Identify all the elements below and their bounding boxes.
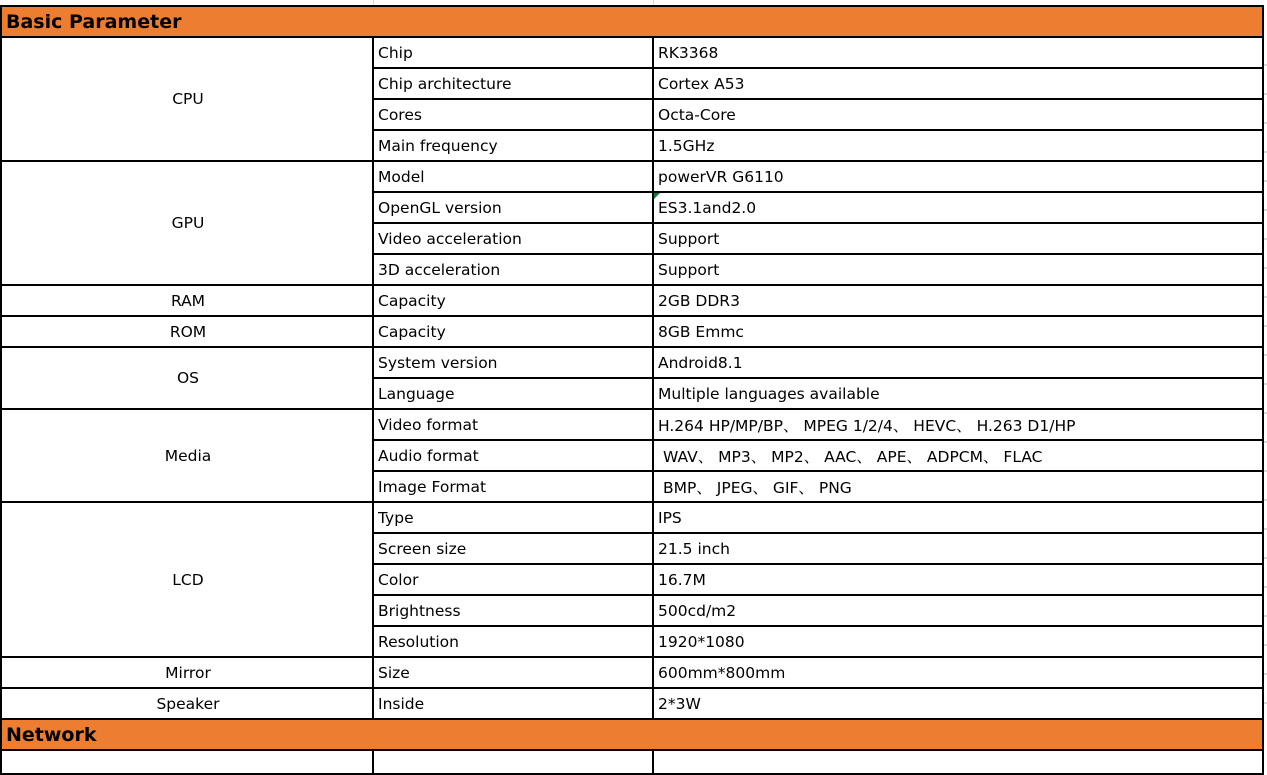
property-cell: Chip	[373, 37, 653, 68]
value-cell: IPS	[653, 502, 1263, 533]
cell-error-indicator-icon	[654, 193, 660, 199]
value-cell: WAV、 MP3、 MP2、 AAC、 APE、 ADPCM、 FLAC	[653, 440, 1263, 471]
value-cell: Octa-Core	[653, 99, 1263, 130]
category-cell-media: Media	[1, 409, 373, 502]
empty-cell	[373, 750, 653, 774]
property-cell: Audio format	[373, 440, 653, 471]
property-cell: Screen size	[373, 533, 653, 564]
property-cell: Brightness	[373, 595, 653, 626]
property-cell: Inside	[373, 688, 653, 719]
value-cell: 16.7M	[653, 564, 1263, 595]
value-cell: RK3368	[653, 37, 1263, 68]
value-cell: BMP、 JPEG、 GIF、 PNG	[653, 471, 1263, 502]
value-cell: 500cd/m2	[653, 595, 1263, 626]
property-cell: Video format	[373, 409, 653, 440]
property-cell: Video acceleration	[373, 223, 653, 254]
property-cell: Chip architecture	[373, 68, 653, 99]
table-row	[1, 316, 1263, 347]
category-cell-os: OS	[1, 347, 373, 409]
property-cell: Capacity	[373, 316, 653, 347]
empty-cell	[653, 750, 1263, 774]
empty-cell	[1, 750, 373, 774]
spec-table	[0, 5, 1264, 775]
property-cell: Cores	[373, 99, 653, 130]
table-row	[1, 409, 1263, 440]
property-cell: Image Format	[373, 471, 653, 502]
table-row	[1, 502, 1263, 533]
property-cell: Color	[373, 564, 653, 595]
category-cell-speaker: Speaker	[1, 688, 373, 719]
category-cell-ram: RAM	[1, 285, 373, 316]
value-cell: 600mm*800mm	[653, 657, 1263, 688]
property-cell: System version	[373, 347, 653, 378]
value-text: ES3.1and2.0	[658, 198, 757, 217]
property-cell: Model	[373, 161, 653, 192]
category-cell-mirror: Mirror	[1, 657, 373, 688]
value-cell: powerVR G6110	[653, 161, 1263, 192]
category-cell-cpu: CPU	[1, 37, 373, 161]
property-cell: Resolution	[373, 626, 653, 657]
section-header-network: Network	[1, 719, 1263, 750]
value-cell: 1920*1080	[653, 626, 1263, 657]
section-header-row	[1, 719, 1263, 750]
property-cell: 3D acceleration	[373, 254, 653, 285]
property-cell: OpenGL version	[373, 192, 653, 223]
value-cell: 2*3W	[653, 688, 1263, 719]
category-cell-gpu: GPU	[1, 161, 373, 285]
value-cell: 2GB DDR3	[653, 285, 1263, 316]
category-cell-lcd: LCD	[1, 502, 373, 657]
table-row	[1, 688, 1263, 719]
table-row	[1, 657, 1263, 688]
property-cell: Capacity	[373, 285, 653, 316]
property-cell: Type	[373, 502, 653, 533]
value-cell: H.264 HP/MP/BP、 MPEG 1/2/4、 HEVC、 H.263 D1/HP	[653, 409, 1263, 440]
value-cell: 21.5 inch	[653, 533, 1263, 564]
value-cell: Support	[653, 223, 1263, 254]
value-cell	[653, 192, 1263, 223]
table-row	[1, 285, 1263, 316]
value-cell: Android8.1	[653, 347, 1263, 378]
value-cell: Multiple languages available	[653, 378, 1263, 409]
value-cell: 1.5GHz	[653, 130, 1263, 161]
category-cell-rom: ROM	[1, 316, 373, 347]
table-row	[1, 161, 1263, 192]
property-cell: Size	[373, 657, 653, 688]
value-cell: Cortex A53	[653, 68, 1263, 99]
value-cell: Support	[653, 254, 1263, 285]
value-cell: 8GB Emmc	[653, 316, 1263, 347]
table-row	[1, 37, 1263, 68]
property-cell: Language	[373, 378, 653, 409]
table-row-partial	[1, 750, 1263, 774]
property-cell: Main frequency	[373, 130, 653, 161]
table-row	[1, 347, 1263, 378]
section-header-row	[1, 6, 1263, 37]
section-header-basic-parameter: Basic Parameter	[1, 6, 1263, 37]
